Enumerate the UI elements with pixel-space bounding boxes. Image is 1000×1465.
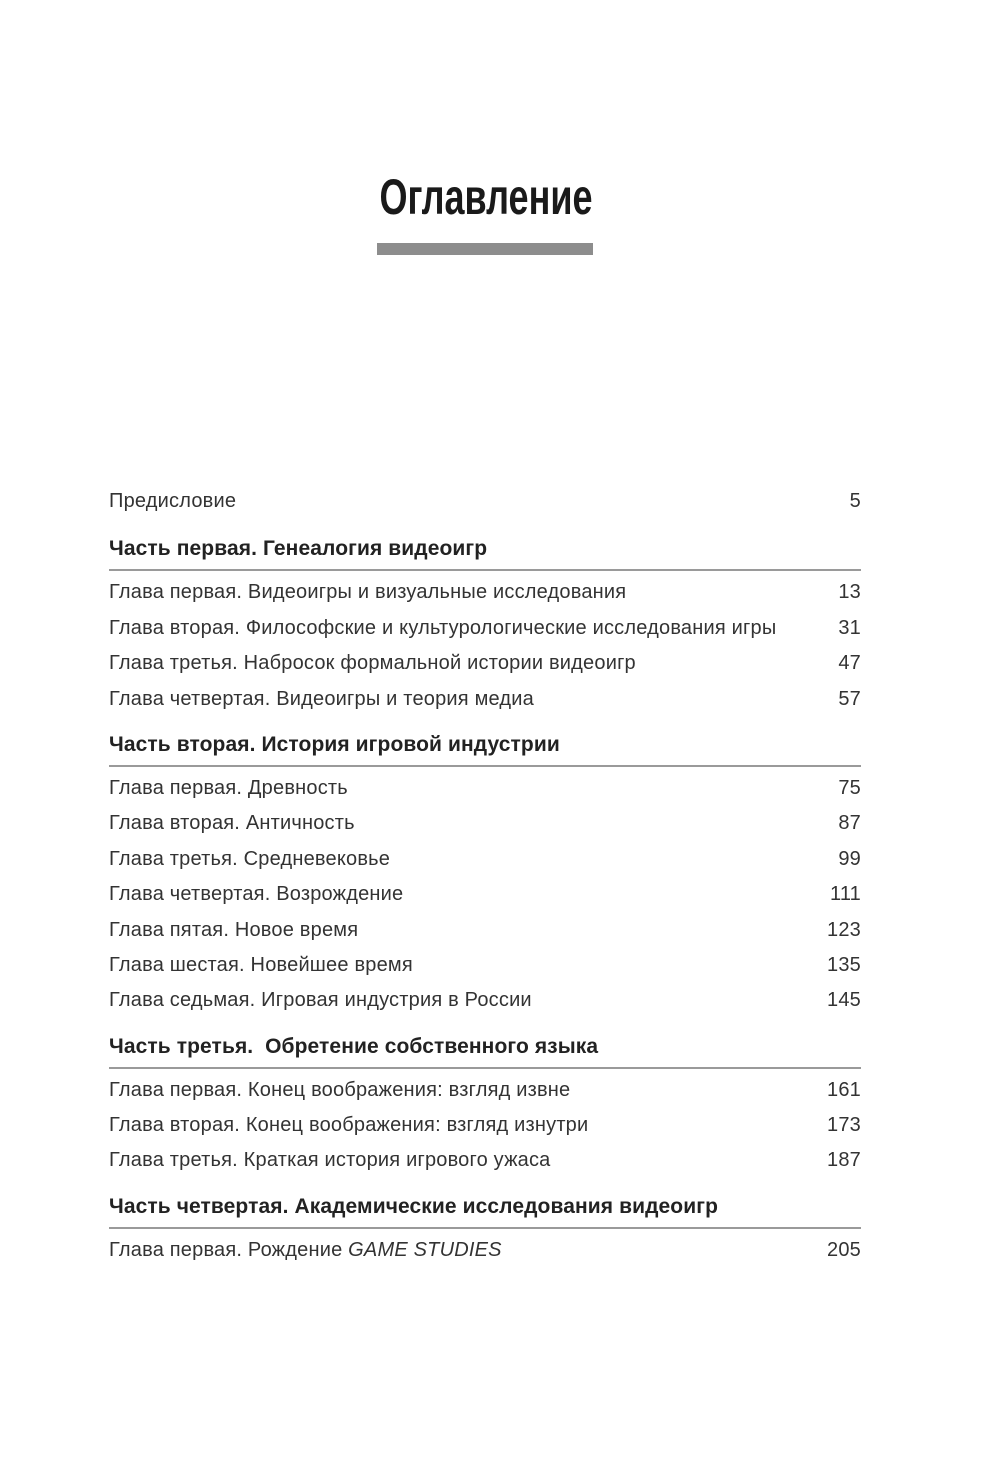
part-section-1: [109, 534, 861, 717]
toc-entry[interactable]: [109, 682, 861, 717]
entry-page-number: 57: [838, 687, 861, 710]
part-heading[interactable]: Часть четвертая. Академические исследования видеоигр: [109, 1192, 861, 1229]
entry-label: Глава седьмая. Игровая индустрия в России: [109, 989, 532, 1012]
toc-entry[interactable]: [109, 771, 861, 806]
entry-label: Глава пятая. Новое время: [109, 918, 359, 941]
entry-label: Глава вторая. Философские и культурологические исследования игры: [109, 616, 777, 639]
toc-entry[interactable]: [109, 575, 861, 610]
toc-entry[interactable]: [109, 806, 861, 841]
entry-page-number: 5: [849, 490, 861, 512]
entry-label: Глава первая. Видеоигры и визуальные исследования: [109, 581, 627, 604]
toc-entry[interactable]: [109, 1108, 861, 1143]
entry-page-number: 111: [829, 883, 861, 906]
entry-page-number: 87: [838, 812, 861, 835]
entry-page-number: 161: [827, 1078, 861, 1101]
entry-label: Глава шестая. Новейшее время: [109, 953, 413, 976]
toc-entry-preface[interactable]: [109, 484, 861, 519]
toc-entry[interactable]: [109, 877, 861, 912]
entry-label: Предисловие: [109, 490, 237, 512]
toc-entry[interactable]: [109, 913, 861, 948]
toc-entry[interactable]: [109, 1143, 861, 1178]
toc-entry[interactable]: [109, 611, 861, 646]
entry-label: [109, 1233, 502, 1268]
entry-page-number: 187: [827, 1149, 861, 1172]
entry-page-number: 31: [838, 616, 861, 639]
entry-page-number: 173: [827, 1114, 861, 1137]
entry-label: Глава первая. Конец воображения: взгляд извне: [109, 1078, 571, 1101]
title-underline-bar: [377, 243, 593, 255]
entry-label: Глава третья. Набросок формальной истории видеоигр: [109, 652, 636, 675]
part-section-4: [109, 1192, 861, 1268]
toc-entry[interactable]: [109, 1073, 861, 1108]
part-heading[interactable]: Часть первая. Генеалогия видеоигр: [109, 534, 861, 571]
entry-label: Глава четвертая. Возрождение: [109, 883, 404, 906]
part-section-2: [109, 730, 861, 1019]
entry-page-number: 13: [838, 581, 861, 604]
toc-entry[interactable]: [109, 983, 861, 1018]
page-title: Оглавление: [379, 169, 593, 225]
entry-page-number: 145: [827, 989, 861, 1012]
part-heading[interactable]: Часть третья. Обретение собственного языка: [109, 1032, 861, 1069]
entry-label-italic: GAME STUDIES: [348, 1238, 502, 1261]
toc-entry[interactable]: [109, 948, 861, 983]
entry-label: Глава третья. Средневековье: [109, 847, 391, 870]
entry-page-number: 47: [838, 652, 861, 675]
entry-page-number: 99: [838, 847, 861, 870]
part-heading[interactable]: Часть вторая. История игровой индустрии: [109, 730, 861, 767]
entry-page-number: 205: [827, 1238, 861, 1261]
table-of-contents: [109, 484, 861, 1281]
entry-page-number: 123: [827, 918, 861, 941]
toc-entry[interactable]: [109, 1233, 861, 1268]
entry-label: Глава первая. Древность: [109, 776, 348, 799]
entry-page-number: 75: [838, 776, 861, 799]
toc-entry[interactable]: [109, 842, 861, 877]
entry-label: Глава третья. Краткая история игрового ужаса: [109, 1149, 551, 1172]
entry-label-text: Глава первая. Рождение: [109, 1238, 349, 1261]
entry-label: Глава вторая. Античность: [109, 812, 355, 835]
entry-label: Глава вторая. Конец воображения: взгляд изнутри: [109, 1114, 589, 1137]
entry-label: Глава четвертая. Видеоигры и теория медиа: [109, 687, 534, 710]
toc-entry[interactable]: [109, 646, 861, 681]
entry-page-number: 135: [827, 953, 861, 976]
part-section-3: [109, 1032, 861, 1179]
